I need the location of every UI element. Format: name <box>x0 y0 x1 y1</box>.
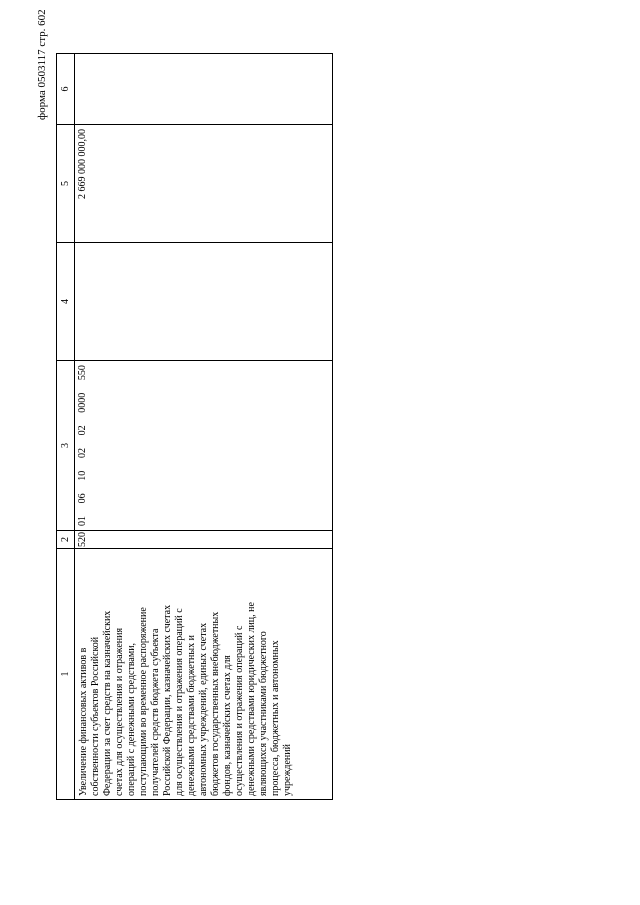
classification-code-cell <box>75 361 333 531</box>
row-description-cell <box>75 549 333 800</box>
code-part-4: 02 <box>77 448 88 459</box>
header-col-1: 1 <box>57 549 75 800</box>
report-table <box>56 53 333 800</box>
code-part-2: 06 <box>77 493 88 504</box>
rotated-page <box>0 0 330 850</box>
header-col-5: 5 <box>57 125 75 243</box>
amount-cell: 2 669 000 000,00 <box>75 125 333 243</box>
table-row <box>75 54 333 800</box>
code-part-1: 01 <box>77 516 88 526</box>
code-part-5: 02 <box>77 425 88 436</box>
header-row <box>57 54 75 800</box>
row-description: Увеличение финансовых активов в собственности субъектов Российской Федерации за счет средств на казначейских счетах для осуществления и отражения операций с денежными средствами, поступающими во временное распоряжение получателей средств бюджета субъекта Российской Федерации, казначейских счетах для осуществления и отражения операций с денежными средствами бюджетных и автономных учреждений, единых счетах бюджетов государственных внебюджетных фондов, казначейских счетах для осуществления и отражения операций с денежными средствами юридических лиц, не являющихся участниками бюджетного процесса, бюджетных и автономных учреждений <box>78 602 293 796</box>
line-code: 520 <box>75 531 333 549</box>
col6-cell <box>75 54 333 125</box>
header-col-2: 2 <box>57 531 75 549</box>
code-part-6: 0000 <box>77 392 88 413</box>
header-col-6: 6 <box>57 54 75 125</box>
code-part-3: 10 <box>77 470 88 481</box>
col4-cell <box>75 243 333 361</box>
classification-code <box>75 361 88 530</box>
header-col-4: 4 <box>57 243 75 361</box>
header-col-3: 3 <box>57 361 75 531</box>
form-reference: форма 0503117 стр. 602 <box>36 9 48 120</box>
code-part-7: 550 <box>77 365 88 381</box>
